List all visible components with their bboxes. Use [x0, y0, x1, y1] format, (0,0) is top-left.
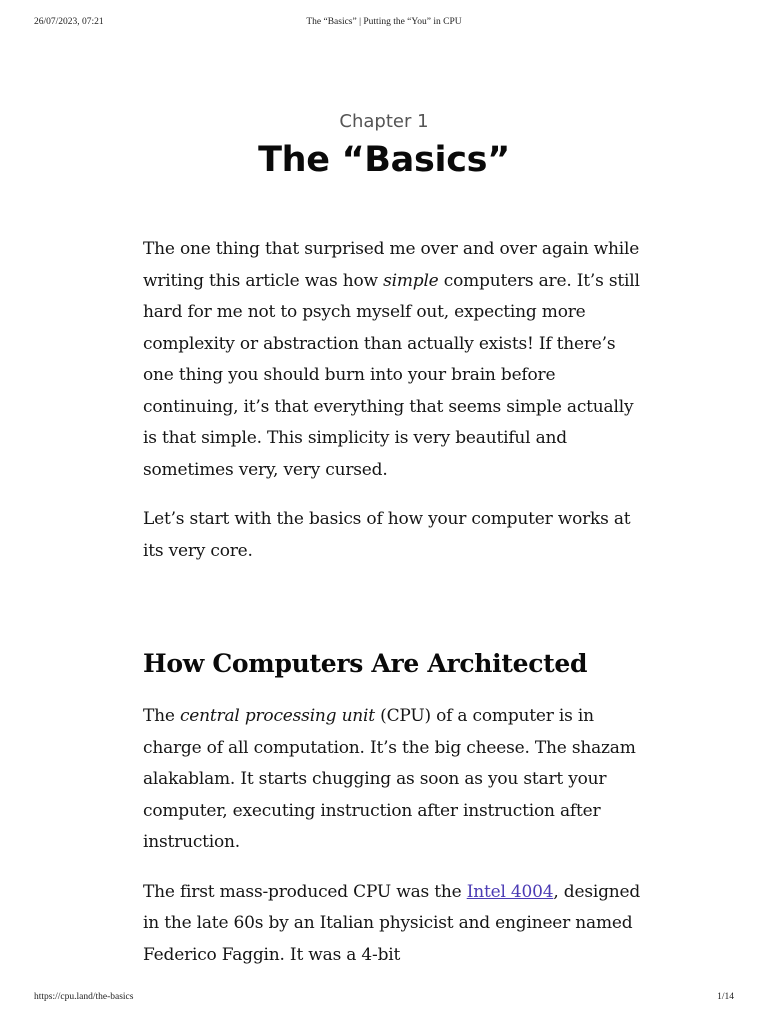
- paragraph-text: The one thing that surprised me over and over again while writing this article was how: [143, 239, 640, 291]
- emphasis-text: central processing unit: [179, 706, 375, 726]
- section-heading: How Computers Are Architected: [143, 649, 588, 678]
- print-footer: [34, 992, 734, 1006]
- paragraph-intro: [143, 234, 643, 486]
- page-title: The “Basics”: [258, 140, 510, 180]
- paragraph-text: The first mass-produced CPU was the: [143, 881, 467, 902]
- paragraph-text: (CPU) of a computer is in charge of all computation. It’s the big cheese. The shazam alakablam. It starts chugging as soon as you start your computer, executing instruction after instruction after instruction.: [143, 706, 636, 852]
- chapter-label: Chapter 1: [339, 111, 429, 132]
- emphasis-text: simple: [383, 270, 439, 291]
- paragraph-basics: Let’s start with the basics of how your computer works at its very core.: [143, 509, 631, 561]
- print-url: https://cpu.land/the-basics: [34, 992, 134, 1002]
- paragraph-text: computers are. It’s still hard for me not to psych myself out, expecting more complexity or abstraction than actually exists! If there’s one thing you should burn into your brain before continuing, it’s that everything that seems simple actually is that simple. This simplicity is very beautiful and sometimes very, very cursed.: [143, 270, 640, 480]
- paragraph-cpu: [143, 701, 643, 859]
- print-page-number: 1/14: [717, 992, 734, 1002]
- intel-4004-link[interactable]: Intel 4004: [466, 881, 554, 902]
- paragraph-intel: [143, 877, 643, 972]
- print-header: [34, 17, 734, 31]
- print-page-title: The “Basics” | Putting the “You” in CPU: [306, 17, 462, 27]
- paragraph-text: , designed in the late 60s by an Italian physicist and engineer named Federico Faggin. It was a 4-bit: [143, 881, 641, 965]
- article-body: [143, 234, 643, 989]
- paragraph-text: The: [143, 706, 180, 726]
- print-datetime: 26/07/2023, 07:21: [34, 17, 104, 27]
